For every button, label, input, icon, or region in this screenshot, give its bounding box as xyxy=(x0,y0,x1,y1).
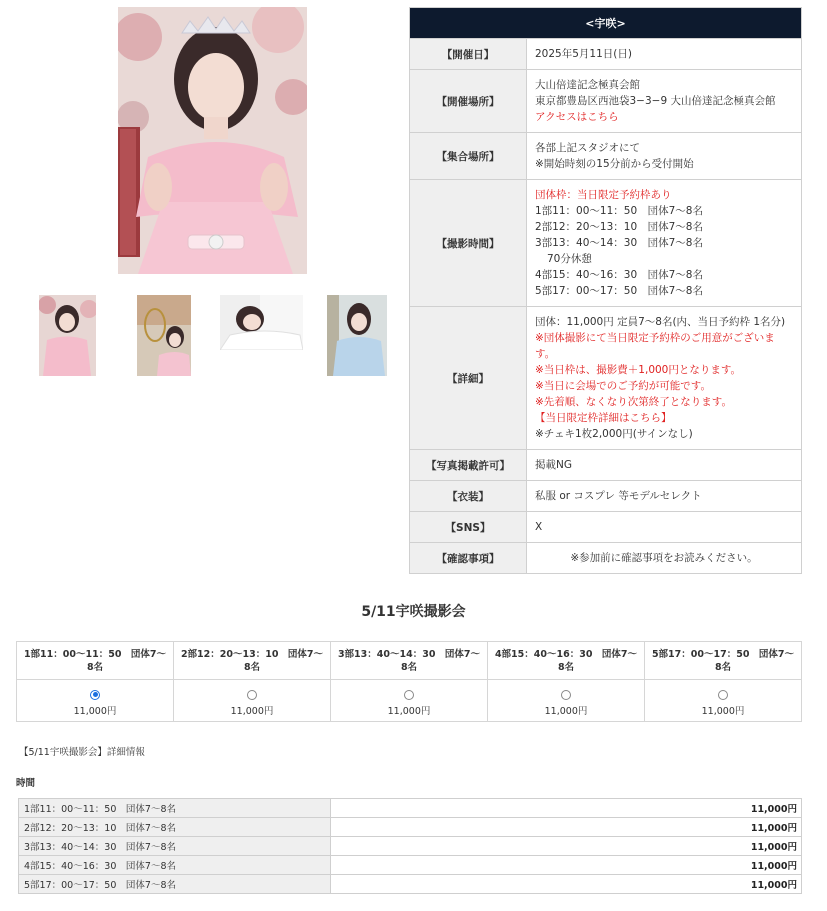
slot-option[interactable] xyxy=(17,680,174,722)
sns-link[interactable]: X xyxy=(527,512,802,543)
access-link[interactable]: アクセスはこちら xyxy=(535,111,619,123)
price-row-value: 11,000円 xyxy=(331,799,802,818)
venue-address: 東京都豊島区西池袋3−3−9 大山倍達記念極真会館 xyxy=(535,95,776,107)
cheki-note: ※チェキ1枚2,000円(サインなし) xyxy=(535,428,693,440)
event-info-table xyxy=(409,7,802,574)
time-heading: 時間 xyxy=(16,778,36,789)
slot-radio[interactable] xyxy=(404,690,414,700)
slot-price: 11,000円 xyxy=(387,705,431,717)
sns-label: 【SNS】 xyxy=(410,512,527,543)
thumbnail-1[interactable] xyxy=(39,295,96,376)
price-row-value: 11,000円 xyxy=(331,875,802,894)
price-row-name: 3部13：40〜14：30 団体7〜8名 xyxy=(19,837,331,856)
price-row-name: 4部15：40〜16：30 団体7〜8名 xyxy=(19,856,331,875)
photo-permission-value: 掲載NG xyxy=(527,450,802,481)
detail-info-heading: 【5/11宇咲撮影会】詳細情報 xyxy=(19,747,145,758)
confirm-link[interactable]: ※参加前に確認事項をお読みください。 xyxy=(527,543,802,574)
table-row xyxy=(19,875,802,894)
time-slot-line: 3部13：40〜14：30 団体7〜8名 xyxy=(535,237,703,249)
slot-price: 11,000円 xyxy=(544,705,588,717)
slot-radio[interactable] xyxy=(247,690,257,700)
price-row-name: 5部17：00〜17：50 団体7〜8名 xyxy=(19,875,331,894)
costume-value: 私服 or コスプレ 等モデルセレクト xyxy=(527,481,802,512)
session-title: 5/11宇咲撮影会 xyxy=(361,604,466,620)
slot-radio[interactable] xyxy=(561,690,571,700)
model-photo-image xyxy=(118,7,307,274)
slot-radio[interactable] xyxy=(718,690,728,700)
meeting-place-label: 【集合場所】 xyxy=(410,133,527,180)
detail-note: ※団体撮影にて当日限定予約枠のご用意がございます。 xyxy=(535,332,775,360)
venue-name: 大山倍達記念極真会館 xyxy=(535,79,640,91)
shooting-time-label: 【撮影時間】 xyxy=(410,180,527,307)
thumbnail-4[interactable] xyxy=(327,295,387,376)
price-row-name: 1部11：00〜11：50 団体7〜8名 xyxy=(19,799,331,818)
slot-price: 11,000円 xyxy=(73,705,117,717)
detail-label: 【詳細】 xyxy=(410,307,527,450)
slot-option[interactable] xyxy=(488,680,645,722)
reception-note: ※開始時刻の15分前から受付開始 xyxy=(535,158,694,170)
slot-option[interactable] xyxy=(331,680,488,722)
same-day-detail-link[interactable]: 【当日限定枠詳細はこちら】 xyxy=(535,412,672,424)
slot-selector xyxy=(16,641,802,722)
slot-header: 1部11：00〜11：50 団体7〜8名 xyxy=(17,642,174,680)
thumbnail-3[interactable] xyxy=(220,295,303,350)
detail-value xyxy=(527,307,802,450)
meeting-place-line: 各部上記スタジオにて xyxy=(535,142,640,154)
shooting-time-value xyxy=(527,180,802,307)
venue-value xyxy=(527,70,802,133)
slot-radio-selected[interactable] xyxy=(90,690,100,700)
price-row-value: 11,000円 xyxy=(331,818,802,837)
slot-price: 11,000円 xyxy=(701,705,745,717)
model-main-photo[interactable] xyxy=(118,7,307,274)
thumbnail-image xyxy=(327,295,387,376)
price-row-value: 11,000円 xyxy=(331,856,802,875)
event-title: <宇咲> xyxy=(410,8,802,39)
time-slot-line: 5部17：00〜17：50 団体7〜8名 xyxy=(535,285,703,297)
slot-header: 5部17：00〜17：50 団体7〜8名 xyxy=(645,642,802,680)
slot-option[interactable] xyxy=(645,680,802,722)
table-row xyxy=(19,856,802,875)
slot-option[interactable] xyxy=(174,680,331,722)
break-line: 70分休憩 xyxy=(547,253,592,265)
price-table xyxy=(18,798,802,894)
detail-note: ※当日に会場でのご予約が可能です。 xyxy=(535,380,711,392)
price-row-name: 2部12：20〜13：10 団体7〜8名 xyxy=(19,818,331,837)
slot-header: 3部13：40〜14：30 団体7〜8名 xyxy=(331,642,488,680)
costume-label: 【衣装】 xyxy=(410,481,527,512)
thumbnail-image xyxy=(39,295,96,376)
venue-label: 【開催場所】 xyxy=(410,70,527,133)
slot-header: 4部15：40〜16：30 団体7〜8名 xyxy=(488,642,645,680)
time-slot-line: 2部12：20〜13：10 団体7〜8名 xyxy=(535,221,703,233)
detail-note: ※先着順、なくなり次第終了となります。 xyxy=(535,396,732,408)
price-line: 団体：11,000円 定員7〜8名(内、当日予約枠 1名分) xyxy=(535,316,786,328)
table-row xyxy=(19,837,802,856)
slot-header: 2部12：20〜13：10 団体7〜8名 xyxy=(174,642,331,680)
same-day-note: 団体枠：当日限定予約枠あり xyxy=(535,189,672,201)
date-label: 【開催日】 xyxy=(410,39,527,70)
price-row-value: 11,000円 xyxy=(331,837,802,856)
thumbnail-image xyxy=(220,295,303,350)
time-slot-line: 1部11：00〜11：50 団体7〜8名 xyxy=(535,205,703,217)
thumbnail-2[interactable] xyxy=(137,295,191,376)
time-slot-line: 4部15：40〜16：30 団体7〜8名 xyxy=(535,269,703,281)
photo-permission-label: 【写真掲載許可】 xyxy=(410,450,527,481)
confirm-label: 【確認事項】 xyxy=(410,543,527,574)
table-row xyxy=(19,799,802,818)
thumbnail-image xyxy=(137,295,191,376)
table-row xyxy=(19,818,802,837)
meeting-place-value xyxy=(527,133,802,180)
slot-price: 11,000円 xyxy=(230,705,274,717)
date-value: 2025年5月11日(日) xyxy=(527,39,802,70)
detail-note: ※当日枠は、撮影費＋1,000円となります。 xyxy=(535,364,742,376)
